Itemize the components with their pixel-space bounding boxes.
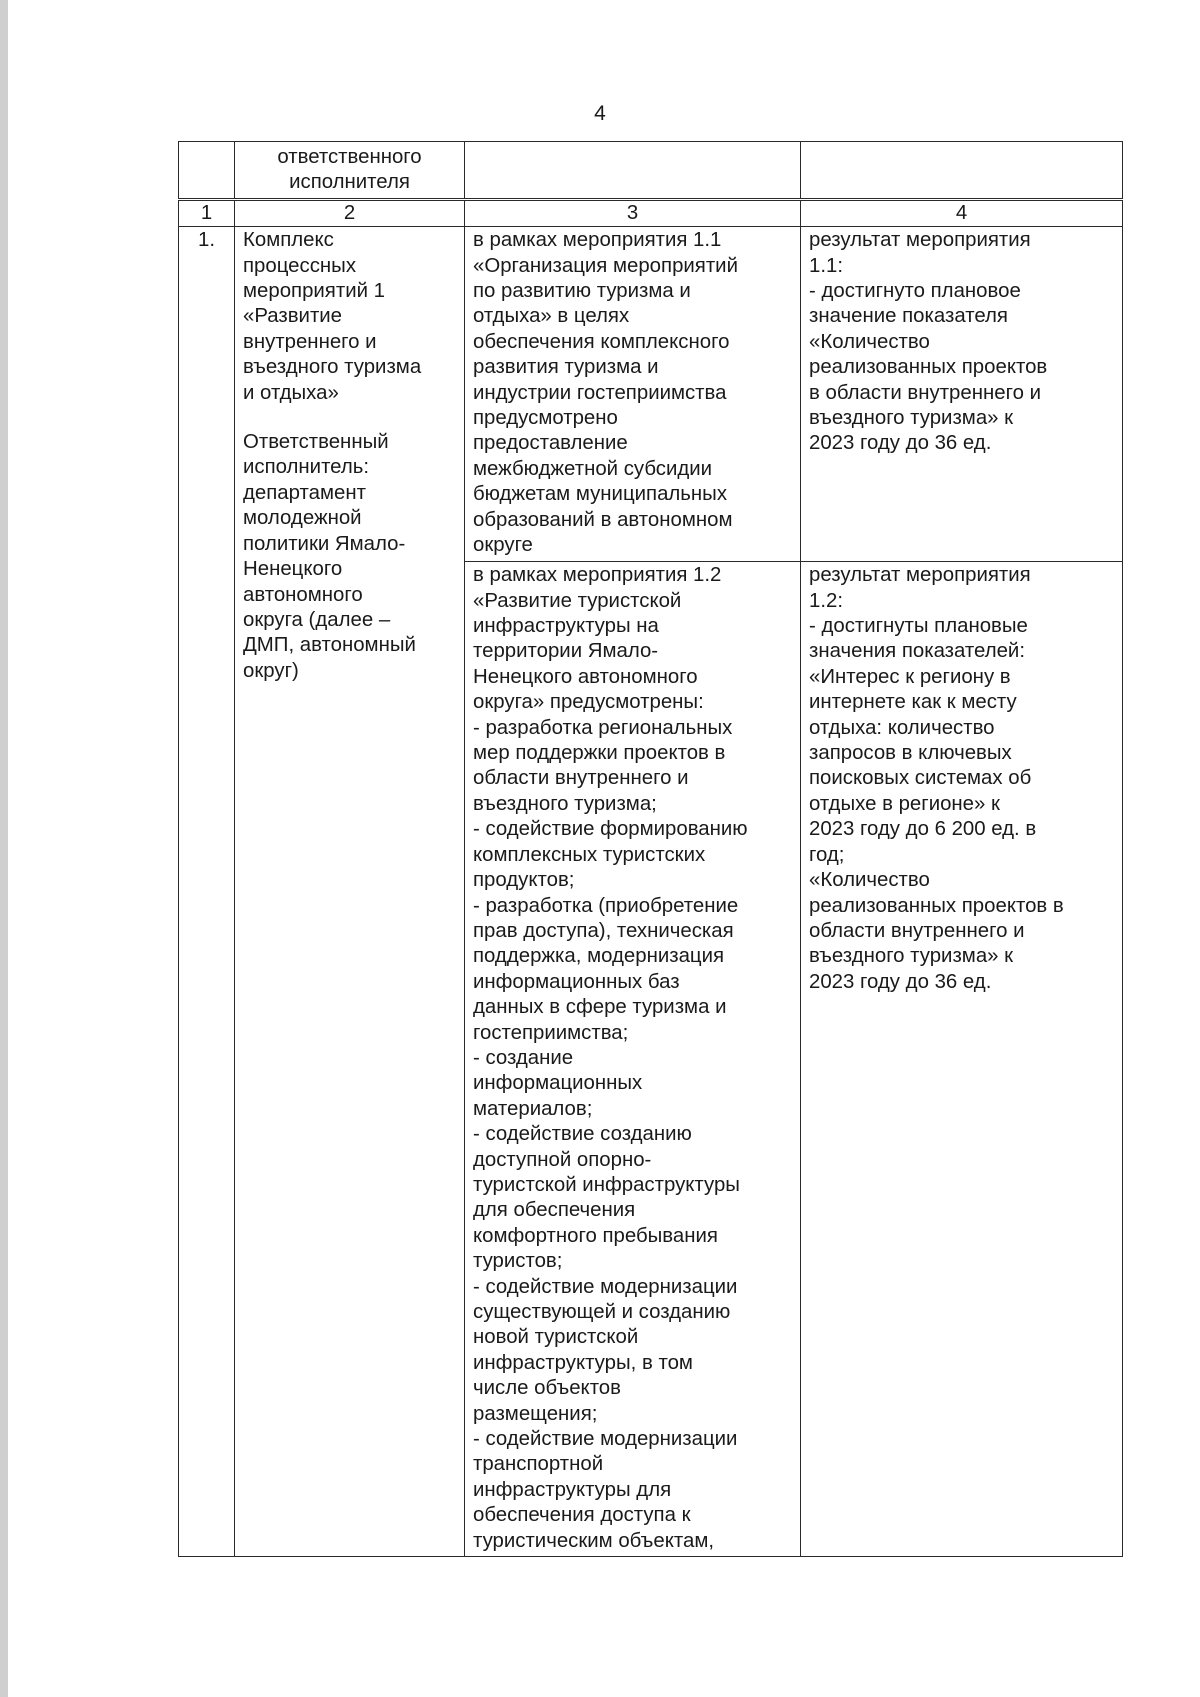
activity-1-1-result: результат мероприятия 1.1: - достигнуто плановое значение показателя «Количество реализованных проектов в области внутреннего и въездного туризма» к 2023 году до 36 ед. [801, 227, 1123, 562]
row-number: 1. [179, 227, 235, 1557]
column-numbers-row [179, 199, 1123, 226]
activity-1-2-description: в рамках мероприятия 1.2 «Развитие туристской инфраструктуры на территории Ямало- Ненецкого автономного округа» предусмотрены: - разработка региональных мер поддержки проектов в области внутреннего и въездного туризма; - содействие формированию комплексных туристских продуктов; - разработка (приобретение прав доступа), техническая поддержка, модернизация информационных баз данных в сфере туризма и гостеприимства; - создание информационных материалов; - содействие созданию доступной опорно- туристской инфраструктуры для обеспечения комфортного пребывания туристов; - содействие модернизации существующей и созданию новой туристской инфраструктуры, в том числе объектов размещения; - содействие модернизации транспортной инфраструктуры для обеспечения доступа к туристическим объектам, [465, 562, 801, 1557]
measures-table [178, 141, 1123, 1557]
page-number: 4 [594, 102, 606, 125]
program-cell [235, 227, 465, 1557]
header-cell-1 [179, 142, 235, 200]
activity-1-2-result: результат мероприятия 1.2: - достигнуты плановые значения показателей: «Интерес к региону в интернете как к месту отдыха: количество запросов в ключевых поисковых системах об отдыхе в регионе» к 2023 году до 6 200 ед. в год; «Количество реализованных проектов в области внутреннего и въездного туризма» к 2023 году до 36 ед. [801, 562, 1123, 1557]
responsible-executor: Ответственный исполнитель: департамент молодежной политики Ямало- Ненецкого автономного округа (далее – ДМП, автономный округ) [243, 431, 416, 682]
paragraph-gap [243, 406, 456, 430]
header-cell-2: ответственного исполнителя [235, 142, 465, 200]
header-cell-3 [465, 142, 801, 200]
scan-edge [0, 0, 8, 1697]
program-title: Комплекс процессных мероприятий 1 «Развитие внутреннего и въездного туризма и отдыха» [243, 229, 422, 404]
table-header-row [179, 142, 1123, 200]
column-number-2: 2 [235, 199, 465, 226]
header-cell-4 [801, 142, 1123, 200]
column-number-1: 1 [179, 199, 235, 226]
column-number-3: 3 [465, 199, 801, 226]
activity-1-1-description: в рамках мероприятия 1.1 «Организация мероприятий по развитию туризма и отдыха» в целях обеспечения комплексного развития туризма и индустрии гостеприимства предусмотрено предоставление межбюджетной субсидии бюджетам муниципальных образований в автономном округе [465, 227, 801, 562]
table-row [179, 227, 1123, 562]
column-number-4: 4 [801, 199, 1123, 226]
